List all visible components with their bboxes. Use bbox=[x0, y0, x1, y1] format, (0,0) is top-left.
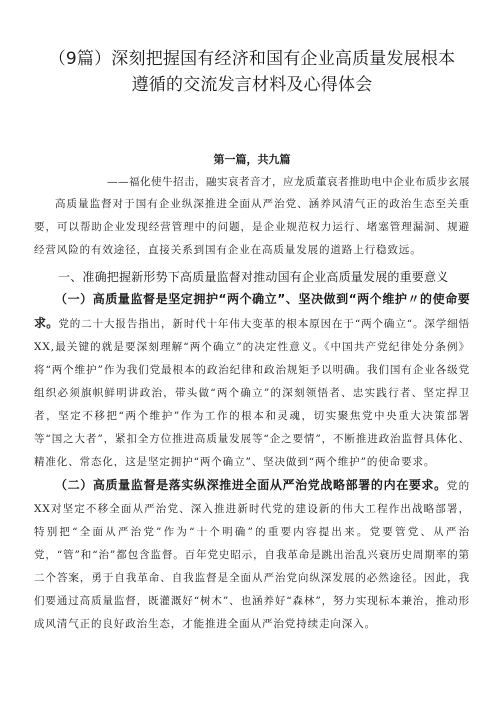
subsection-1-body: 党的二十大报告指出，新时代十年伟大变革的根本原因在于“两个确立“。深学细悟XX,最关键的就是要深刻理解“两个确立”的决定性意义。《中国共产党纪律处分条例》将“两个维护”作为我们党最根本的政治纪律和政治规矩予以明确。我们国有企业各级党组织必须旗帜鲜明讲政治，带头做“两个确立”的深刻领悟者、忠实践行者、坚定捍卫者，坚定不移把“两个维护”作为工作的根本和灵魂，切实聚焦党中央重大决策部署等“国之大者”，紧扣全方位推进高质量发展等“企之要情”，不断推进政治监督具体化、精准化、常态化，这是坚定拥护“两个确立”、坚决做到“两个维护”的使命要求。 bbox=[34, 318, 470, 468]
title-line-1: （9篇）深刻把握国有经济和国有企业高质量发展根本 bbox=[48, 49, 456, 69]
subsection-2-body: 党的XX对坚定不移全面从严治党、深入推进新时代党的建设新的伟大工程作出战略部署，特别把“全面从严治党”作为“十个明确”的重要内容提出来。党要管党、从严治党，“管”和“治”都包含监督。百年党史昭示，自我革命是跳出治乱兴衰历史周期率的第二个答案，勇于自我革命、自我监督是全面从严治党向纵深发展的必然途径。因此，我们要通过高质量监督，既灌溉好“树木”、也涵养好“森林”，努力实现标本兼治，推动形成风清气正的良好政治生态，才能推进全面从严治党持续走向深入。 bbox=[34, 480, 471, 630]
document-title bbox=[34, 46, 470, 98]
subsection-1-lead: （一）高质量监督是坚定拥护“两个确立”、坚决做到“两个维护〃的使命要求。 bbox=[34, 292, 470, 330]
part-label: 第一篇，共九篇 bbox=[213, 153, 291, 166]
epigraph: ——福化使牛招击，融实哀者音才，应龙质董哀者推助电中企业布质步玄展 bbox=[107, 176, 470, 188]
subsection-2-paragraph bbox=[34, 474, 470, 636]
intro-paragraph: 高质量监督对于国有企业纵深推进全面从严治党、涵养风清气正的政治生态至关重要，可以帮助企业发现经营管理中的问题，是企业规范权力运行、堵塞管理漏洞、规避经营风险的有效途径，直接关系到国有企业在高质量发展的道路上行稳致远。 bbox=[34, 198, 470, 256]
section-heading-1: 一、准确把握新形势下高质量监督对推动国有企业高质量发展的重要意义 bbox=[58, 270, 449, 284]
subsection-1-paragraph bbox=[34, 288, 470, 474]
subsection-2-lead: （二）高质量监督是落实纵深推进全面从严治党战略部署的内在要求。 bbox=[55, 478, 447, 492]
title-line-2: 遵循的交流发言材料及心得体会 bbox=[131, 75, 373, 95]
